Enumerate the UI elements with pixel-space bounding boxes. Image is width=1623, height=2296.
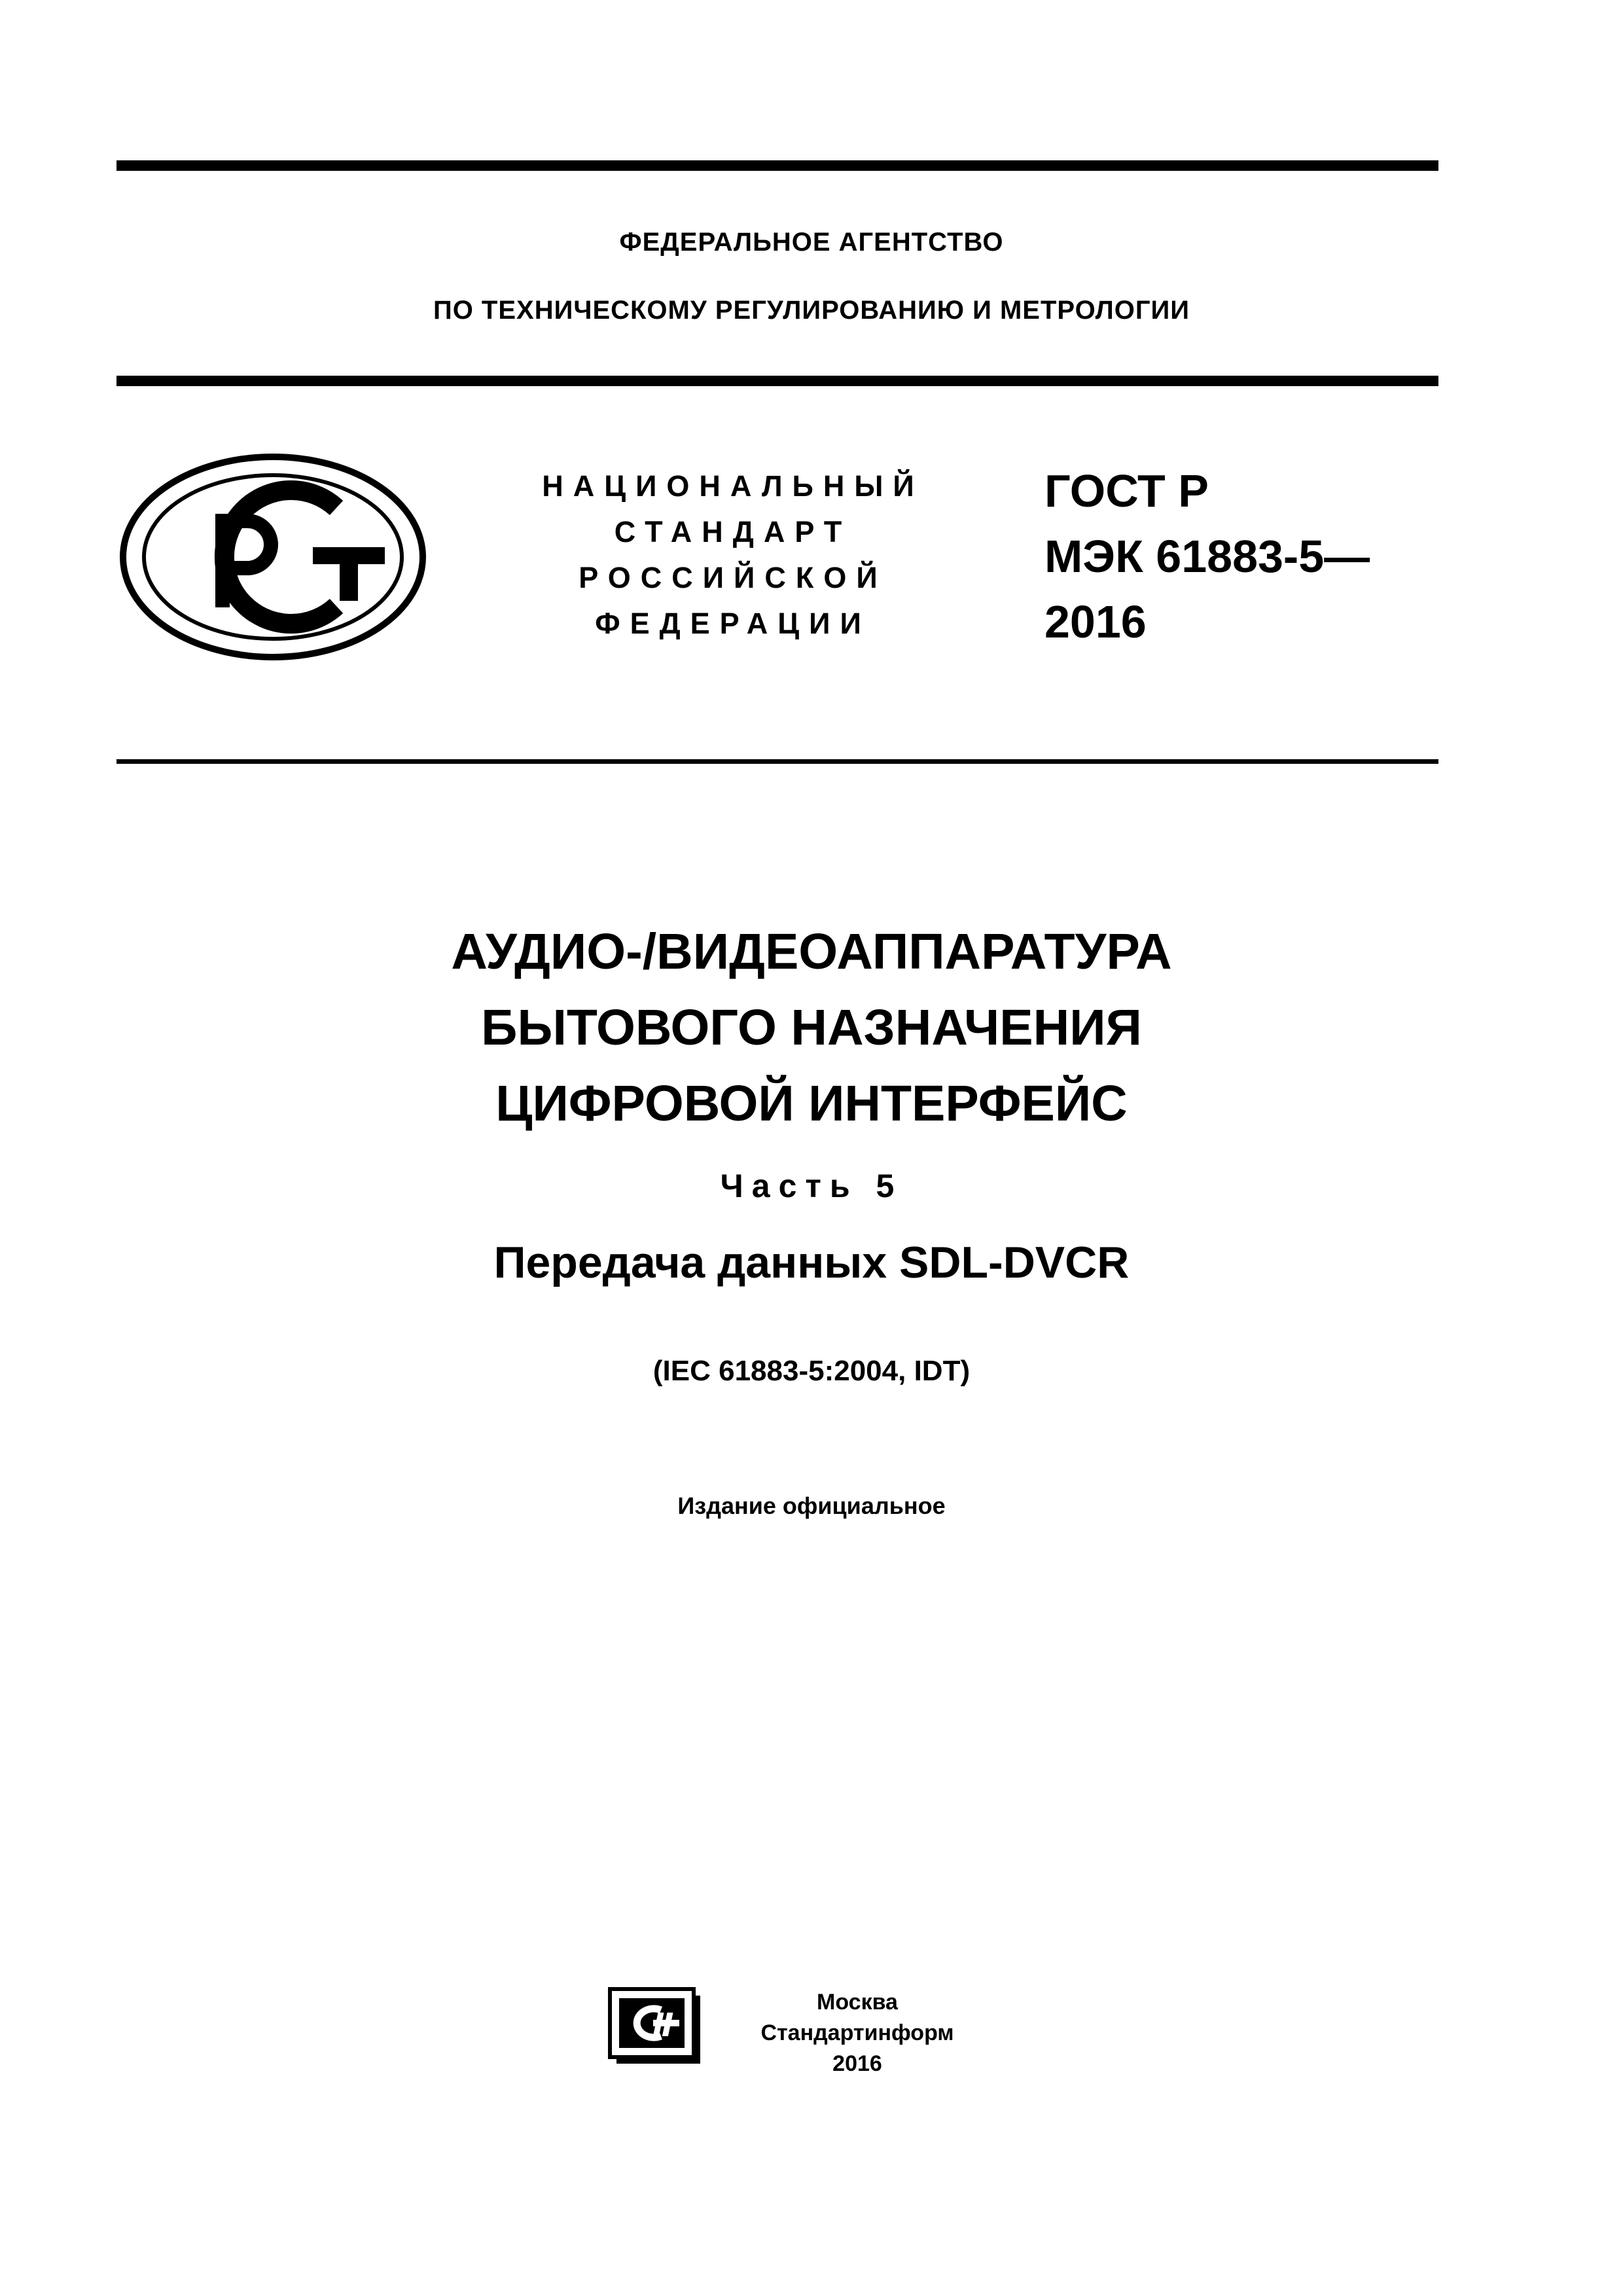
agency-line-2: ПО ТЕХНИЧЕСКОМУ РЕГУЛИРОВАНИЮ И МЕТРОЛОГИИ — [433, 296, 1190, 325]
lower-rule — [116, 759, 1438, 764]
publisher-year: 2016 — [832, 2051, 882, 2076]
publisher-city: Москва — [817, 1990, 898, 2015]
title-line-2: БЫТОВОГО НАЗНАЧЕНИЯ — [481, 999, 1142, 1056]
part-subtitle: Передача данных SDL-DVCR — [493, 1238, 1130, 1287]
edition-note: Издание официальное — [677, 1492, 946, 1519]
title-line-3: ЦИФРОВОЙ ИНТЕРФЕЙС — [495, 1075, 1128, 1132]
standard-type-line-4: ФЕДЕРАЦИИ — [595, 607, 871, 640]
iec-reference: (IEC 61883-5:2004, IDT) — [652, 1355, 971, 1387]
part-number: Часть 5 — [720, 1168, 903, 1204]
standard-type-line-1: НАЦИОНАЛЬНЫЙ — [542, 469, 924, 503]
designation-line-3: 2016 — [1044, 596, 1147, 647]
standard-designation — [1044, 458, 1370, 655]
document-title — [0, 914, 1623, 1141]
standard-type-line-2: СТАНДАРТ — [614, 515, 852, 548]
agency-line-1: ФЕДЕРАЛЬНОЕ АГЕНТСТВО — [619, 228, 1004, 257]
standartinform-logo-icon — [607, 1986, 704, 2068]
designation-line-2: МЭК 61883-5— — [1044, 531, 1370, 582]
top-rule — [116, 160, 1438, 171]
rst-certification-mark-icon — [116, 450, 429, 664]
publisher-block — [730, 1987, 985, 2079]
middle-rule — [116, 376, 1438, 386]
designation-line-1: ГОСТ Р — [1044, 465, 1209, 516]
standard-type-block — [504, 463, 962, 647]
title-line-1: АУДИО-/ВИДЕОАППАРАТУРА — [451, 924, 1172, 980]
publisher-name: Стандартинформ — [760, 2020, 954, 2045]
standard-type-line-3: РОССИЙСКОЙ — [579, 561, 887, 594]
